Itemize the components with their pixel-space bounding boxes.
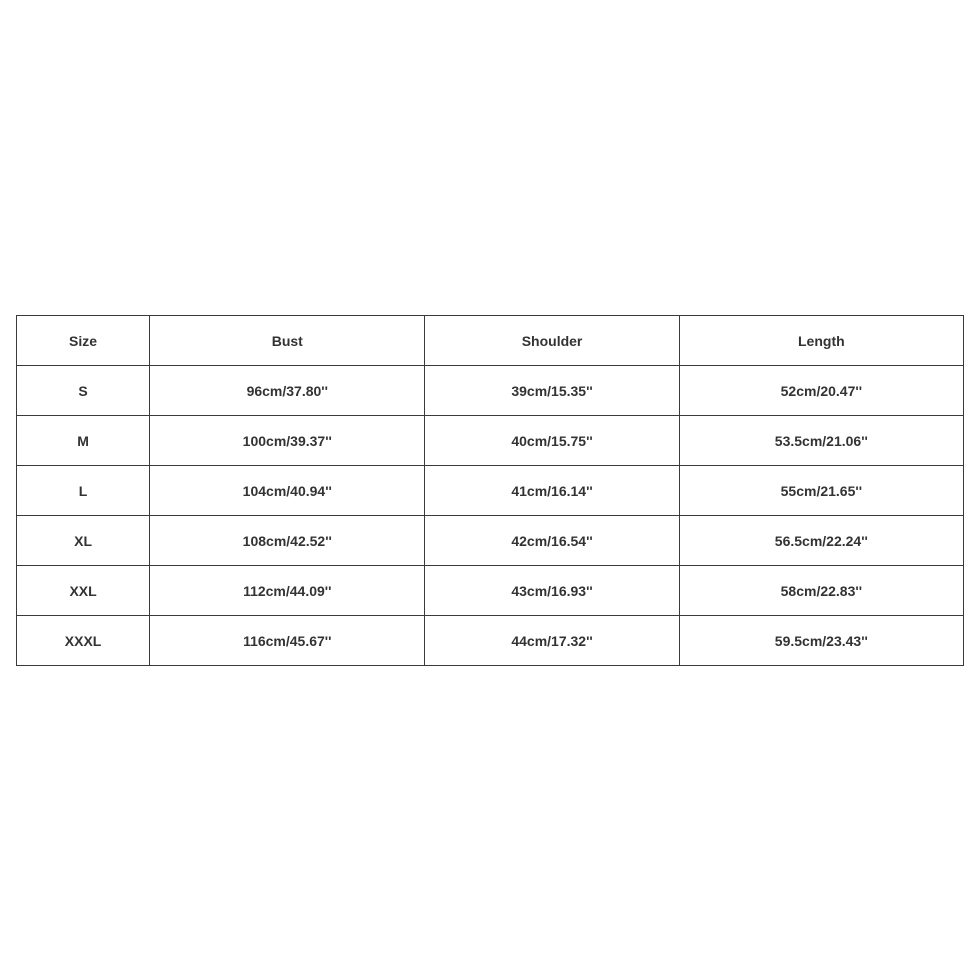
cell-length: 53.5cm/21.06'' [679, 416, 963, 466]
cell-length: 56.5cm/22.24'' [679, 516, 963, 566]
header-size: Size [17, 316, 150, 366]
cell-shoulder: 41cm/16.14'' [425, 466, 679, 516]
table-row [17, 416, 964, 466]
table-row [17, 466, 964, 516]
cell-bust: 96cm/37.80'' [150, 366, 425, 416]
cell-bust: 100cm/39.37'' [150, 416, 425, 466]
size-chart-table [16, 315, 964, 666]
cell-bust: 116cm/45.67'' [150, 616, 425, 666]
cell-size: M [17, 416, 150, 466]
cell-size: XXXL [17, 616, 150, 666]
cell-size: XXL [17, 566, 150, 616]
header-shoulder: Shoulder [425, 316, 679, 366]
cell-shoulder: 43cm/16.93'' [425, 566, 679, 616]
cell-size: S [17, 366, 150, 416]
table-row [17, 366, 964, 416]
cell-shoulder: 39cm/15.35'' [425, 366, 679, 416]
cell-bust: 104cm/40.94'' [150, 466, 425, 516]
table-row [17, 566, 964, 616]
cell-bust: 112cm/44.09'' [150, 566, 425, 616]
table-row [17, 516, 964, 566]
cell-shoulder: 44cm/17.32'' [425, 616, 679, 666]
cell-length: 55cm/21.65'' [679, 466, 963, 516]
cell-length: 52cm/20.47'' [679, 366, 963, 416]
cell-size: L [17, 466, 150, 516]
cell-bust: 108cm/42.52'' [150, 516, 425, 566]
cell-length: 59.5cm/23.43'' [679, 616, 963, 666]
table-header-row [17, 316, 964, 366]
cell-length: 58cm/22.83'' [679, 566, 963, 616]
header-length: Length [679, 316, 963, 366]
cell-size: XL [17, 516, 150, 566]
cell-shoulder: 42cm/16.54'' [425, 516, 679, 566]
cell-shoulder: 40cm/15.75'' [425, 416, 679, 466]
header-bust: Bust [150, 316, 425, 366]
table-row [17, 616, 964, 666]
